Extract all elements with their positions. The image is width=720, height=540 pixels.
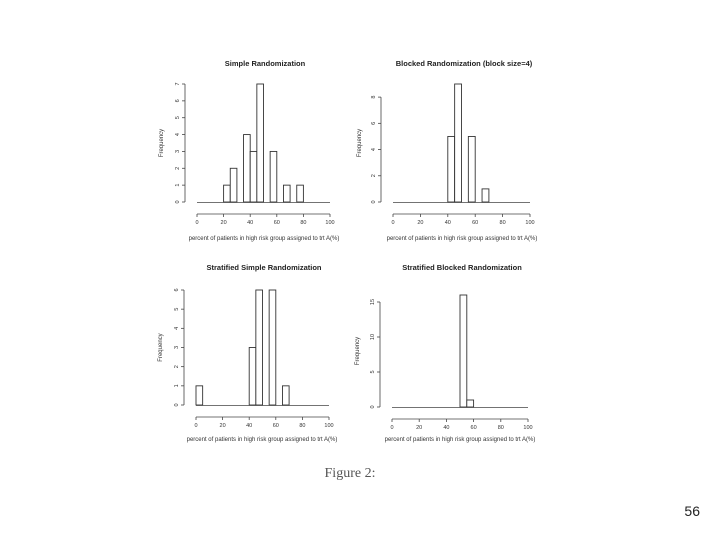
chart-4-x-tick-label-6: 100 xyxy=(523,425,533,431)
chart-4-x-tick-label-3: 40 xyxy=(443,425,450,431)
chart-2-x-tick-label-5: 80 xyxy=(499,220,506,226)
chart-3-y-tick-label-3: 2 xyxy=(174,365,180,369)
chart-4-x-tick-label-2: 20 xyxy=(416,425,423,431)
chart-2-bar-1 xyxy=(448,136,455,202)
chart-1-y-tick-label-7: 6 xyxy=(175,99,181,103)
chart-4-y-tick-label-1: 0 xyxy=(370,405,376,409)
chart-1-y-axis-label: Frequency xyxy=(159,128,165,158)
chart-3-x-tick-label-2: 20 xyxy=(219,423,226,429)
chart-3-y-tick-label-2: 1 xyxy=(174,384,180,388)
chart-3-x-axis-label: percent of patients in high risk group assigned to trt A(%) xyxy=(186,437,338,443)
chart-1-bar-8 xyxy=(270,151,277,202)
chart-1-y-tick-label-3: 2 xyxy=(175,166,181,170)
chart-4-x-axis-label: percent of patients in high risk group assigned to trt A(%) xyxy=(384,437,536,443)
chart-2-y-axis-label: Frequency xyxy=(357,128,363,158)
chart-3-x-tick-label-4: 60 xyxy=(272,423,279,429)
chart-3-y-axis-label: Frequency xyxy=(158,333,164,362)
chart-1-x-tick-label-5: 80 xyxy=(300,220,307,226)
chart-4-x-tick-label-4: 60 xyxy=(470,425,477,431)
chart-1-bar-4 xyxy=(244,135,251,202)
chart-3-y-tick-label-5: 4 xyxy=(174,326,180,330)
chart-2-title: Blocked Randomization (block size=4) xyxy=(395,59,533,68)
chart-1-y-tick-label-4: 3 xyxy=(175,149,181,153)
chart-1-y-tick-label-8: 7 xyxy=(175,82,181,86)
chart-2-y-tick-label-2: 2 xyxy=(371,174,377,178)
chart-1-bar-5 xyxy=(250,151,257,202)
chart-2-y-tick-label-5: 8 xyxy=(371,95,377,99)
chart-3-bar-6 xyxy=(269,290,276,405)
chart-3-bar-1 xyxy=(196,386,203,405)
chart-3-x-tick-label-6: 100 xyxy=(324,423,334,429)
chart-2-x-tick-label-1: 0 xyxy=(391,220,395,226)
chart-4-x-tick-label-5: 80 xyxy=(497,425,504,431)
chart-1-bar-6 xyxy=(257,84,264,202)
chart-3-bar-8 xyxy=(282,386,289,405)
chart-2-bar-4 xyxy=(468,136,475,202)
chart-1-x-tick-label-3: 40 xyxy=(247,220,254,226)
chart-3-bar-3 xyxy=(249,348,256,406)
chart-2-bar-6 xyxy=(482,189,489,202)
chart-3-x-tick-label-1: 0 xyxy=(194,423,198,429)
figure-caption: Figure 2: xyxy=(324,466,376,481)
chart-4-title: Stratified Blocked Randomization xyxy=(402,263,522,272)
chart-4-bar-1 xyxy=(460,295,467,407)
chart-2-x-axis-label: percent of patients in high risk group assigned to trt A(%) xyxy=(386,236,538,242)
chart-3-y-tick-label-1: 0 xyxy=(174,403,180,407)
chart-3-y-tick-label-7: 6 xyxy=(174,288,180,292)
chart-3-title: Stratified Simple Randomization xyxy=(206,263,322,272)
chart-1-x-tick-label-2: 20 xyxy=(220,220,227,226)
chart-1-x-tick-label-6: 100 xyxy=(325,220,335,226)
chart-1-y-tick-label-2: 1 xyxy=(175,183,181,187)
chart-1-bar-2 xyxy=(230,168,237,202)
chart-4-y-tick-label-3: 10 xyxy=(370,333,376,341)
chart-2-bar-2 xyxy=(455,84,462,202)
chart-2-x-tick-label-3: 40 xyxy=(444,220,451,226)
chart-3-bar-4 xyxy=(256,290,263,405)
chart-4-y-tick-label-2: 5 xyxy=(370,370,376,374)
chart-1-bar-1 xyxy=(224,185,231,202)
chart-2-y-tick-label-4: 6 xyxy=(371,121,377,125)
chart-4-bar-2 xyxy=(467,400,474,407)
chart-2-x-tick-label-2: 20 xyxy=(417,220,424,226)
chart-1-title: Simple Randomization xyxy=(224,59,306,68)
chart-1-bar-12 xyxy=(297,185,304,202)
chart-3-x-tick-label-5: 80 xyxy=(299,423,306,429)
chart-2-x-tick-label-6: 100 xyxy=(525,220,535,226)
chart-1-x-tick-label-1: 0 xyxy=(195,220,199,226)
chart-3-y-tick-label-6: 5 xyxy=(174,307,180,311)
chart-1-y-tick-label-5: 4 xyxy=(175,133,181,137)
chart-3-y-tick-label-4: 3 xyxy=(174,345,180,350)
chart-4-y-axis-label: Frequency xyxy=(355,336,361,366)
chart-3-x-tick-label-3: 40 xyxy=(246,423,253,429)
chart-1-y-tick-label-1: 0 xyxy=(175,200,181,204)
chart-4-y-tick-label-4: 15 xyxy=(370,298,376,306)
chart-1-x-tick-label-4: 60 xyxy=(273,220,280,226)
chart-1-x-axis-label: percent of patients in high risk group assigned to trt A(%) xyxy=(188,236,340,242)
slide-number: 56 xyxy=(684,503,700,519)
chart-4-x-tick-label-1: 0 xyxy=(390,425,394,431)
chart-2-y-tick-label-1: 0 xyxy=(371,200,377,204)
chart-2-y-tick-label-3: 4 xyxy=(371,148,377,152)
chart-1-bar-10 xyxy=(283,185,290,202)
chart-1-y-tick-label-6: 5 xyxy=(175,116,181,120)
chart-2-x-tick-label-4: 60 xyxy=(472,220,479,226)
